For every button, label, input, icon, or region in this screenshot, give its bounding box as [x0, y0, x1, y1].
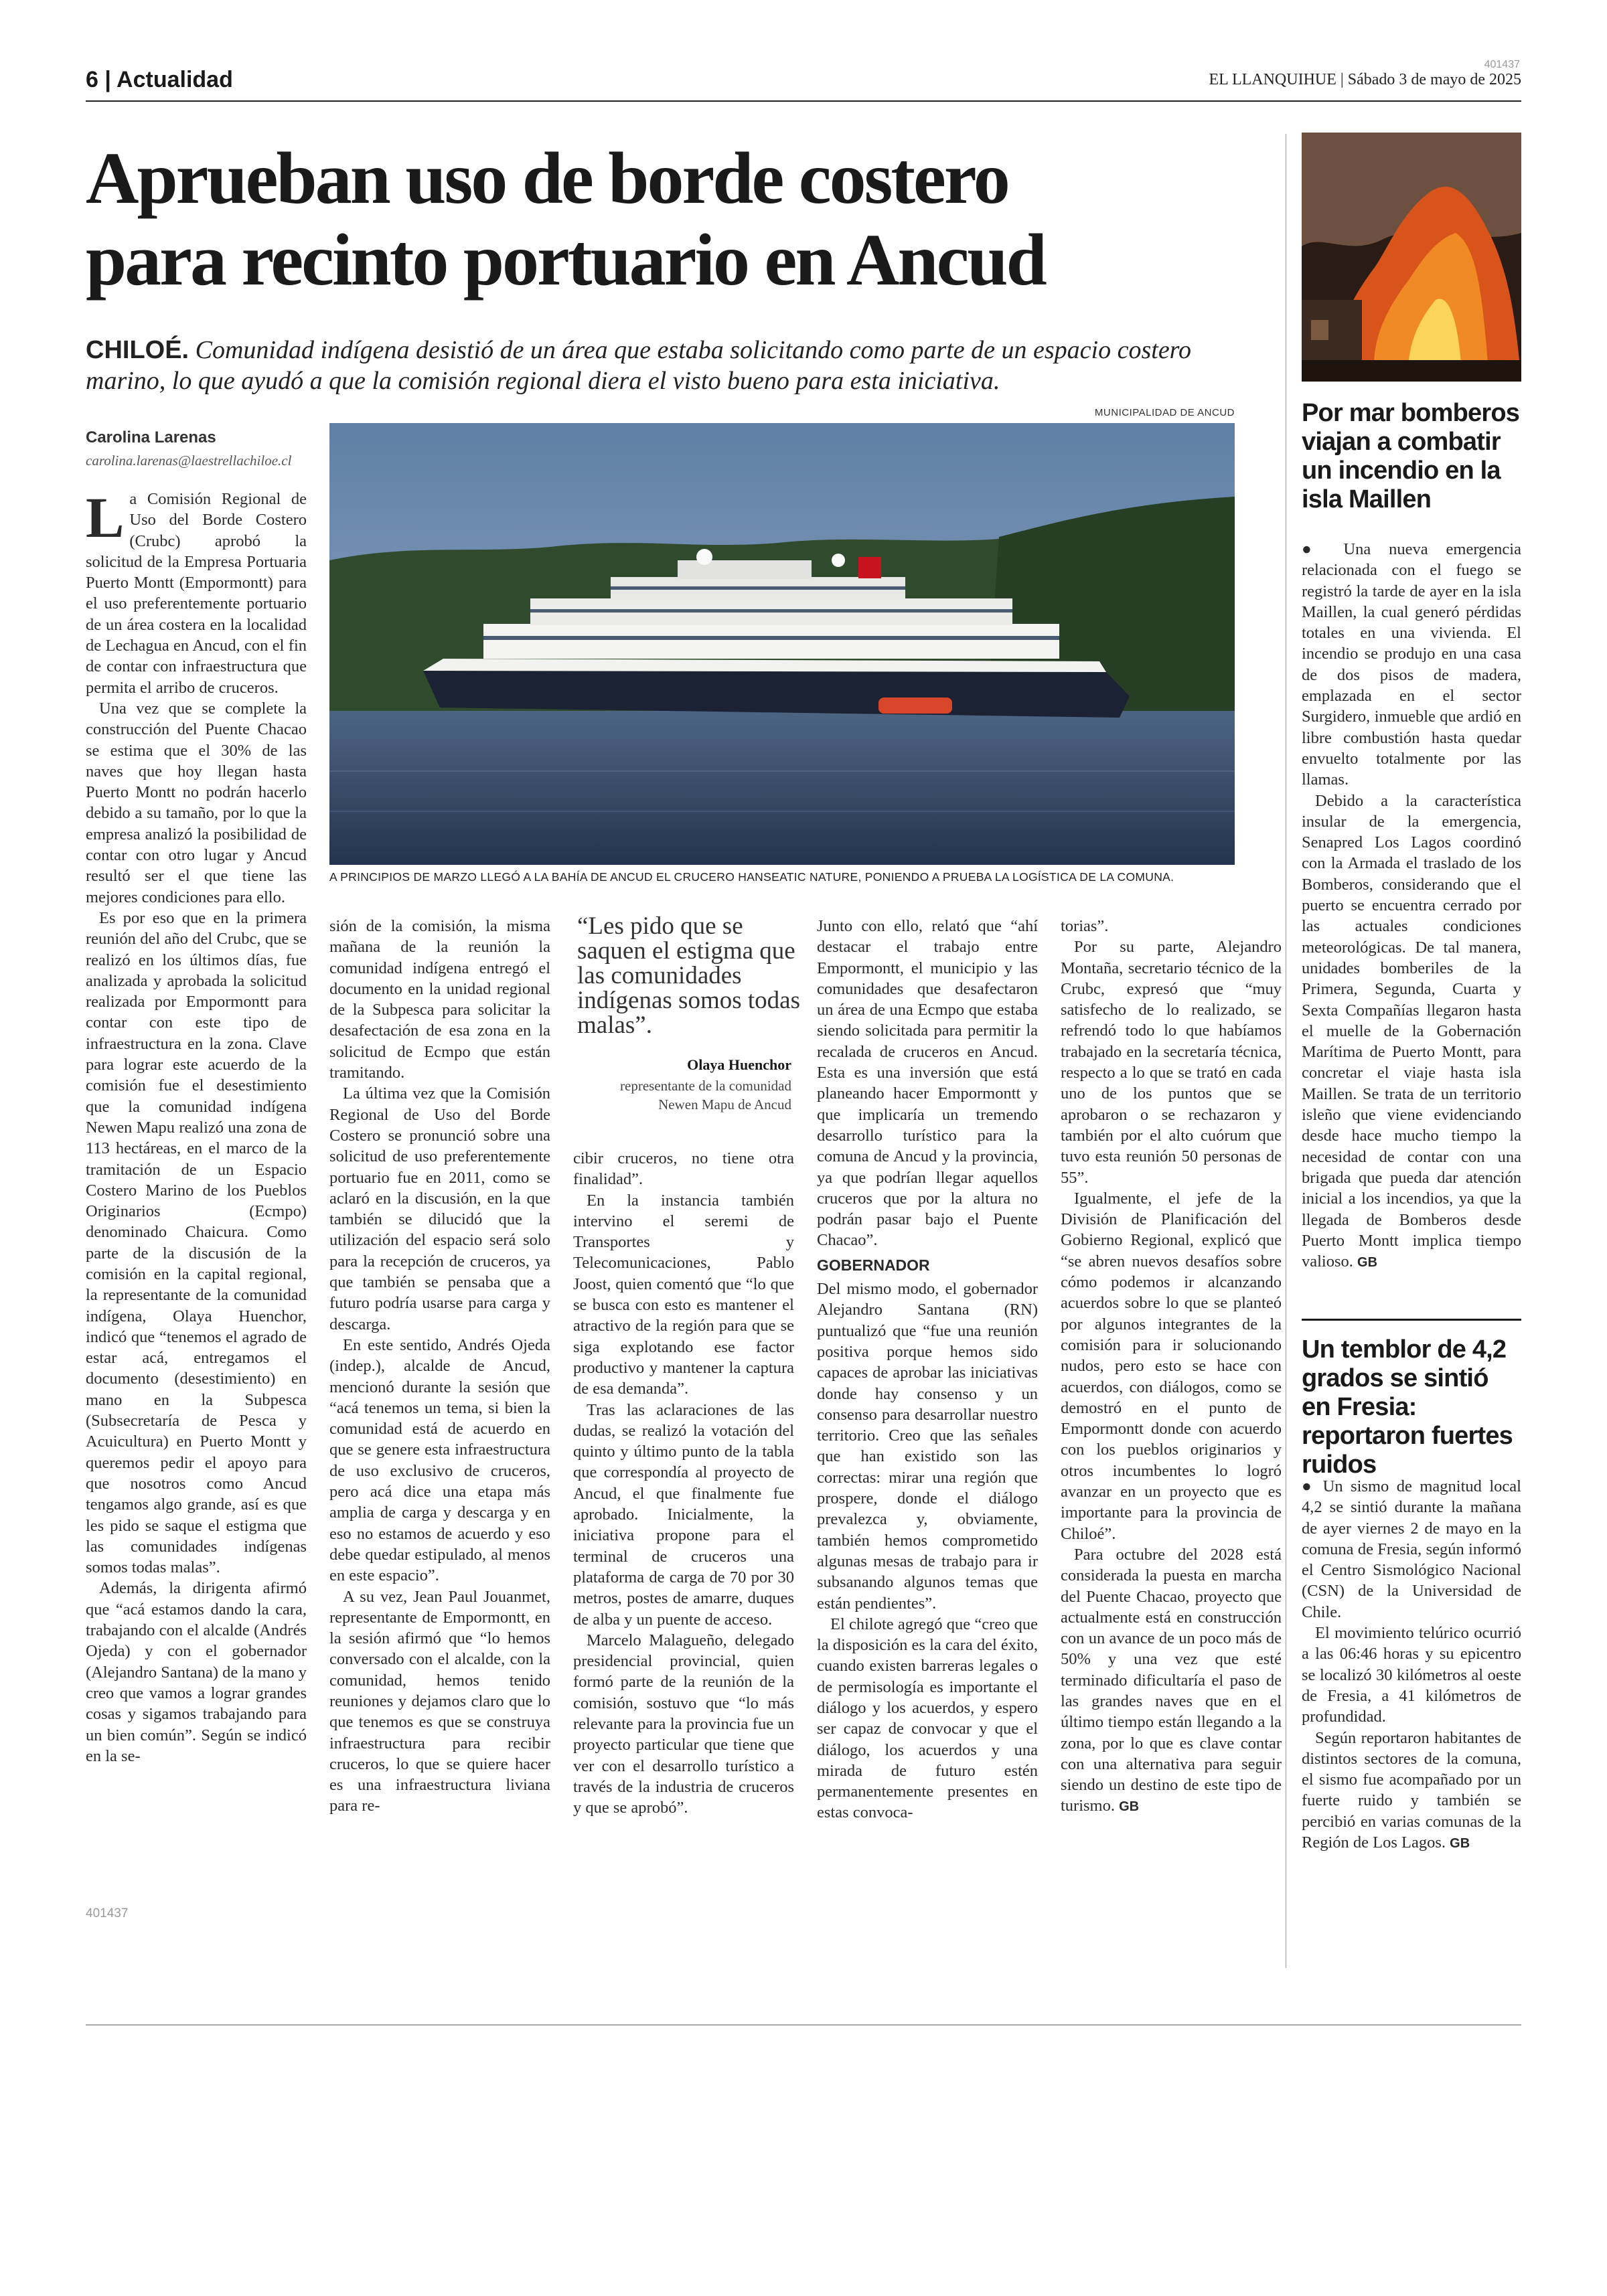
article-lead [86, 335, 1264, 396]
quote-role: representante de la comunidad Newen Mapu de Ancud [620, 1078, 791, 1113]
paragraph: La última vez que la Comisión Regional de Uso del Borde Costero se pronunció sobre una solicitud de uso preferentemente portuario fue en 2011, como se aclaró en la discusión, en la que también se dilucidó que la utilización del espacio será solo para la recepción de cruceros, ya que también se pensaba que a futuro podría usarse para carga y descarga. [329, 1084, 550, 1333]
paragraph: Debido a la característica insular de la emergencia, Senapred Los Lagos coordinó con la Armada el traslado de los Bomberos, considerando que el puerto se encuentra cerrado por las actuales condiciones meteorológicas. De tal manera, unidades bomberiles de la Primera, Segunda, Cuarta y Sexta Compañías llegaron hasta el muelle de la Gobernación Marítima de Puerto Montt, para concretar el viaje hasta isla Maillen. Se trata de un territorio isleño que viene evidenciando desde hace mucho tiempo la necesidad de contar con una brigada que pueda dar atención inicial a los incendios, ya que la llegada de Bomberos desde Puerto Montt implica tiempo valioso. [1302, 791, 1521, 1271]
top-rule [86, 100, 1521, 102]
sidebar1-headline: Por mar bomberos viajan a combatir un incendio en la isla Maillen [1302, 399, 1520, 513]
page-code-bottom: 401437 [86, 1906, 129, 1920]
page-code-top: 401437 [1484, 59, 1520, 70]
paragraph: El movimiento telúrico ocurrió a las 06:46 horas y su epicentro se localizó 30 kilómetros al oeste de Fresia, a 41 kilómetros de profundidad. [1302, 1624, 1521, 1726]
fire-photo [1302, 133, 1521, 382]
paragraph-text: Para octubre del 2028 está considerada la puesta en marcha del Puente Chacao, proyecto que actualmente está en construcción con un avance de un poco más de 50% y una vez que esté terminado dificultaría el paso de las grandes naves que en el último tiempo están llegando a la zona, por lo que es clave contar con una alternativa para seguir siendo un destino de este tipo de turismo. [1061, 1545, 1282, 1815]
end-mark: GB [1357, 1255, 1378, 1270]
quote-author: Olaya Huenchor [687, 1056, 791, 1073]
sidebar1-body: ● Una nueva emergencia relacionada con el fuego se registró la tarde de ayer en la isla Maillen, la cual generó pérdidas totales en una vivienda. El incendio se produjo en una casa de dos pisos de madera, emplazada en el sector Surgidero, inmueble que ardió en libre combustión hasta quedar envuelto totalmente por las llamas. Debido a la característica insular de la emergencia, Senapred Los Lagos coordinó con la Armada el traslado de los Bomberos, considerando que el puerto se encuentra cerrado por las actuales condiciones meteorológicas. De tal manera, unidades bomberiles de la Primera, Segunda, Cuarta y Sexta Compañías llegaron hasta el muelle de la Gobernación Marítima de Puerto Montt, para concretar el viaje hasta isla Maillen. Se trata de un territorio isleño que viene evidenciando desde hace mucho tiempo la necesidad de contar con una brigada que pueda dar atención inicial a los incendios, ya que la llegada de Bomberos desde Puerto Montt implica tiempo valioso. GB [1302, 540, 1521, 1271]
paragraph: En la instancia también intervino el seremi de Transportes y Telecomunicaciones, Pablo Joost, quien comentó que “lo que se busca con esto es mantener el atractivo de la región para que se siga explotando ese factor productivo y mantener la captura de esa demanda”. [573, 1191, 794, 1398]
paragraph: Una nueva emergencia relacionada con el fuego se registró la tarde de ayer en la isla Maillen, la cual generó pérdidas totales en una vivienda. El incendio se produjo en una casa de dos pisos de madera, emplazada en el sector Surgidero, inmueble que ardió en libre combustión hasta quedar envuelto totalmente por las llamas. [1302, 540, 1521, 789]
paragraph: Por su parte, Alejandro Montaña, secretario técnico de la Crubc, expresó que “muy satisfecho de lo realizado, se refrendó todo lo que habíamos trabajado en la secretaría técnica, respecto a lo que se trató en cada uno de los puntos que se aprobaron o se rechazaron y también por el alto cuórum que tuvo esta reunión 50 personas de 55”. [1061, 938, 1282, 1187]
cruise-ship-illustration [329, 423, 1235, 865]
photo-credit: MUNICIPALIDAD DE ANCUD [1094, 407, 1235, 418]
paragraph: A su vez, Jean Paul Jouanmet, representante de Empormontt, en la sesión afirmó que “lo hemos conversado con el alcalde, con la comunidad, hemos tenido reuniones y dejamos claro que lo que tenemos es que se construya infraestructura para recibir cruceros, lo que se quiere hacer es una infraestructura liviana para re- [329, 1587, 550, 1815]
headline-line-1: Aprueban uso de borde costero [86, 137, 1008, 219]
byline: Carolina Larenas [86, 428, 216, 446]
end-mark: GB [1119, 1799, 1140, 1815]
paragraph: Del mismo modo, el gobernador Alejandro Santana (RN) puntualizó que “fue una reunión positiva porque hemos sido capaces de aprobar las iniciativas donde hay consenso y un consenso para desarrollar nuestro territorio. Creo que las señales que han existido son las correctas: mirar una región que prospere, donde el diálogo prevalezca y, obviamente, también hemos comprometido algunas mesas de trabajo para ir subsanando algunos temas que están pendientes”. [817, 1280, 1038, 1613]
section-label: 6 | Actualidad [86, 67, 233, 92]
article-column-2 [329, 916, 550, 1817]
paragraph: torias”. [1061, 917, 1109, 935]
paragraph: Marcelo Malagueño, delegado presidencial provincial, quien formó parte de la reunión de la comisión, sostuvo que “lo más relevante para la provincia fue un proyecto particular que tiene que ver con el desarrollo turístico a través de la industria de cruceros y que se aprobó”. [573, 1631, 794, 1817]
paragraph: Es por eso que en la primera reunión del año del Crubc, que se realizó en los últimos días, fue analizada y aprobada la solicitud realizada por Empormontt para contar con este tipo de infraestructura en la zona. Clave para lograr este acuerdo de la comisión fue el desestimiento que la comunidad indígena Newen Mapu realizó una zona de 113 hectáreas, en el marco de la tramitación de un Espacio Costero Marino de los Pueblos Originarios (Ecmpo) denominado Chaicura. Como parte de la discusión de la comisión en la capital regional, la representante de la comunidad indígena, Olaya Huenchor, indicó que “tenemos el agrado de estar acá, entregamos el documento (desestimiento) en mano en la Subpesca (Subsecretaría de Pesca y Acuicultura) en Puerto Montt y queremos pedir el apoyo para que nosotros como Ancud tengamos algo grande, así es que les pido se saque el estigma que las comunidades indígenas somos todas malas”. [86, 908, 307, 1577]
house-fire-illustration [1302, 133, 1521, 382]
article-column-5 [1061, 916, 1282, 1818]
paragraph: Un sismo de magnitud local 4,2 se sintió durante la mañana de ayer viernes 2 de mayo en la comuna de Fresia, según informó el Centro Sismológico Nacional (CSN) de la Universidad de Chile. [1302, 1477, 1521, 1621]
paragraph: El chilote agregó que “creo que la disposición es la cara del éxito, cuando existen barreras legales o de permisología es importante el diálogo y los acuerdos, y espero ser capaz de convocar y que el diálogo, los acuerdos y una mirada de futuro estén permanentemente presentes en estas convoca- [817, 1615, 1038, 1822]
paragraph: En este sentido, Andrés Ojeda (indep.), alcalde de Ancud, mencionó durante la sesión que “acá tenemos un tema, si bien la comunidad está de acuerdo en que se genere esta infraestructura de uso exclusivo de cruceros, pero acá dice una etapa más amplia de carga y descarga y en eso no estamos de acuerdo y eso debe quedar estipulado, al menos en este espacio”. [329, 1335, 550, 1585]
paragraph: Igualmente, el jefe de la División de Planificación del Gobierno Regional, explicó que “se abren nuevos desafíos sobre cómo podemos ir alcanzando acuerdos sobre lo que se planteó por algunos integrantes de la comisión para ir solucionando nudos, pero esto se hace con acuerdos, con diálogos, como se demostró en el punto de Empormontt donde con acuerdo con los pueblos originarios y otros incumbentes lo logró avanzar en un proyecto que es importante para la provincia de Chiloé”. [1061, 1189, 1282, 1543]
cruise-ship-photo [329, 423, 1235, 865]
article-column-3 [573, 1148, 794, 1819]
dropcap: L [86, 485, 125, 550]
photo-caption: A PRINCIPIOS DE MARZO LLEGÓ A LA BAHÍA DE ANCUD EL CRUCERO HANSEATIC NATURE, PONIENDO A PRUEBA LA LOGÍSTICA DE LA COMUNA. [329, 870, 1174, 884]
paragraph: Según reportaron habitantes de distintos sectores de la comuna, el sismo fue acompañado por un fuerte ruido y también se percibió en varias comunas de la Región de Los Lagos. [1302, 1728, 1521, 1852]
end-mark: GB [1450, 1836, 1470, 1852]
paragraph: Además, la dirigenta afirmó que “acá estamos dando la cara, trabajando con el alcalde (Andrés Ojeda) y con el gobernador (Alejandro Santana) de la mano y creo que vamos a lograr grandes cosas y sigamos trabajando para un bien común”. Según se indicó en la se- [86, 1579, 307, 1765]
paragraph: a Comisión Regional de Uso del Borde Costero (Crubc) aprobó la solicitud de la Empresa Portuaria Puerto Montt (Empormontt) para el uso preferentemente portuario de un área costera en la localidad de Lechagua en Ancud, con el fin de contar con infraestructura que permita el arribo de cruceros. [86, 490, 307, 697]
lead-text: Comunidad indígena desistió de un área que estaba solicitando como parte de un espacio costero marino, lo que ayudó a que la comisión regional diera el visto bueno para esta iniciativa. [86, 336, 1192, 395]
subhead-gobernador: GOBERNADOR [817, 1256, 930, 1274]
article-headline [86, 137, 1278, 301]
paragraph [1061, 1544, 1282, 1818]
paragraph: Una vez que se complete la construcción del Puente Chacao se estima que el 30% de las naves que hoy llegan hasta Puerto Montt no podrán hacerlo debido a su tamaño, por lo que la empresa analizó la posibilidad de contar con otro lugar y Ancud resultó ser el que tiene las mejores condiciones para ello. [86, 699, 307, 906]
masthead-date: EL LLANQUIHUE | Sábado 3 de mayo de 2025 [1209, 71, 1521, 88]
paragraph: Junto con ello, relató que “ahí destacar el trabajo entre Empormontt, el municipio y las comunidades que desafectaron un área de una Ecmpo que estaba siendo solicitada para permitir la recalada de cruceros en Ancud. Esta es una inversión que está planeando hacer Empormontt y que implicaría un tremendo desarrollo turístico para la comuna de Ancud y la provincia, ya que podrían llegar aquellos cruceros que por la altura no podrán pasar bajo el Puente Chacao”. [817, 917, 1038, 1250]
paragraph: Tras las aclaraciones de las dudas, se realizó la votación del quinto y último punto de la tabla que correspondía al proyecto de Ancud, el que finalmente fue aprobado. Inicialmente, la iniciativa propone para el terminal de cruceros una plataforma de carga de 70 por 30 metros, postes de amarre, duques de alba y un puente de acceso. [573, 1400, 794, 1629]
article-column-4 [817, 916, 1038, 1823]
paragraph: sión de la comisión, la misma mañana de la reunión la comunidad indígena entregó el documento en la unidad regional de la Subpesca para solicitar la desafectación de esa zona en la solicitud de Ecmpo que están tramitando. [329, 917, 550, 1082]
author-email: carolina.larenas@laestrellachiloe.cl [86, 453, 292, 469]
pull-quote: “Les pido que se saquen el estigma que las comunidades indígenas somos todas malas”. [577, 912, 800, 1039]
sidebar2-headline: Un temblor de 4,2 grados se sintió en Fresia: reportaron fuertes ruidos [1302, 1335, 1513, 1479]
lead-kicker: CHILOÉ. [86, 336, 189, 364]
sidebar2-body: ● Un sismo de magnitud local 4,2 se sintió durante la mañana de ayer viernes 2 de mayo en la comuna de Fresia, según informó el Centro Sismológico Nacional (CSN) de la Universidad de Chile. El movimiento telúrico ocurrió a las 06:46 horas y su epicentro se localizó 30 kilómetros al oeste de Fresia, a 41 kilómetros de profundidad. Según reportaron habitantes de distintos sectores de la comuna, el sismo fue acompañado por un fuerte ruido y también se percibió en varias comunas de la Región de Los Lagos. GB [1302, 1477, 1521, 1852]
bottom-rule [86, 2024, 1521, 2026]
headline-line-2: para recinto portuario en Ancud [86, 219, 1045, 301]
sidebar-divider [1302, 1319, 1521, 1321]
paragraph: cibir cruceros, no tiene otra finalidad”. [573, 1149, 794, 1189]
article-column-1 [86, 485, 307, 1767]
